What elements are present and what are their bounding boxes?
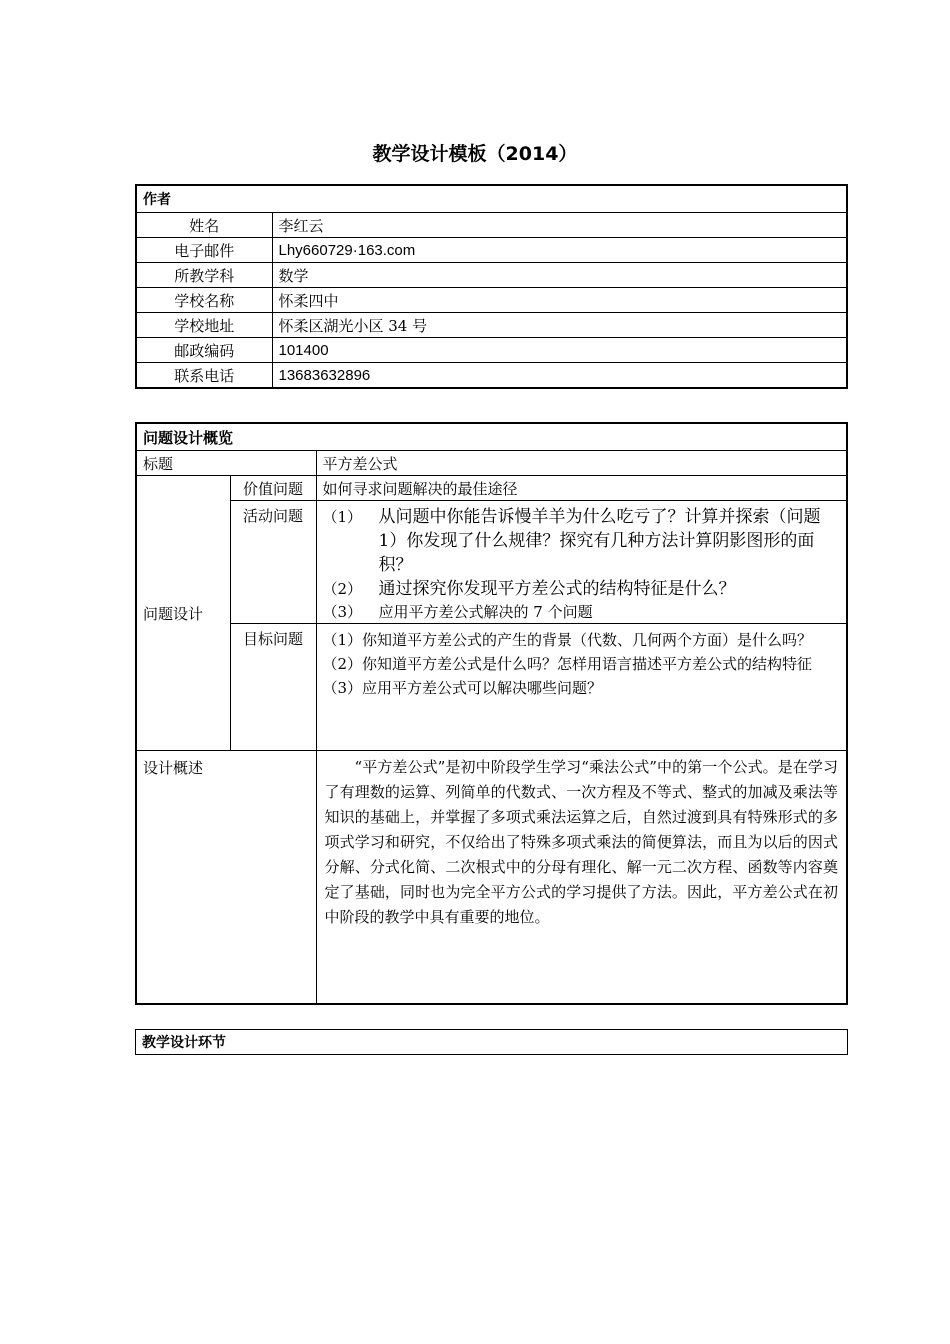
document-title: 教学设计模板（2014）	[372, 143, 578, 165]
phone-value: 13683632896	[272, 363, 847, 389]
phone-label: 联系电话	[136, 363, 272, 389]
goal-question-item: （2）你知道平方差公式是什么吗？怎样用语言描述平方差公式的结构特征	[322, 655, 813, 673]
question-overview-table	[135, 422, 848, 1005]
author-header: 作者	[136, 185, 847, 213]
summary-label: 设计概述	[136, 751, 316, 1005]
value-question-text: 如何寻求问题解决的最佳途径	[316, 476, 847, 501]
name-value: 李红云	[272, 213, 847, 238]
author-row-address	[136, 313, 847, 338]
subject-label: 所教学科	[136, 263, 272, 288]
author-row-name	[136, 213, 847, 238]
activity-question-item: （2） 通过探究你发现平方差公式的结构特征是什么？	[322, 579, 736, 599]
activity-question-list	[316, 501, 847, 624]
name-label: 姓名	[136, 213, 272, 238]
author-row-subject	[136, 263, 847, 288]
activity-question-item: （3） 应用平方差公式解决的 7 个问题	[322, 603, 593, 621]
author-info-table	[135, 184, 848, 389]
postcode-value: 101400	[272, 338, 847, 363]
author-row-school	[136, 288, 847, 313]
title-value: 平方差公式	[316, 451, 847, 476]
activity-question-item: （1） 从问题中你能告诉慢羊羊为什么吃亏了？计算并探索（问题 1）你发现了什么规律？探究有几种方法计算阴影图形的面积？	[322, 507, 821, 575]
school-value: 怀柔四中	[272, 288, 847, 313]
goal-question-label: 目标问题	[230, 624, 316, 751]
activity-question-label: 活动问题	[230, 501, 316, 624]
teaching-steps-table	[135, 1029, 848, 1055]
value-question-label: 价值问题	[230, 476, 316, 501]
address-value: 怀柔区湖光小区 34 号	[272, 313, 847, 338]
school-label: 学校名称	[136, 288, 272, 313]
steps-header: 教学设计环节	[136, 1030, 848, 1055]
address-label: 学校地址	[136, 313, 272, 338]
title-label: 标题	[136, 451, 316, 476]
author-row-postcode	[136, 338, 847, 363]
goal-question-item: （1）你知道平方差公式的产生的背景（代数、几何两个方面）是什么吗？	[322, 631, 813, 649]
subject-value: 数学	[272, 263, 847, 288]
postcode-label: 邮政编码	[136, 338, 272, 363]
overview-header: 问题设计概览	[136, 423, 847, 451]
email-label: 电子邮件	[136, 238, 272, 263]
email-value: Lhy660729·163.com	[272, 238, 847, 263]
author-row-phone	[136, 363, 847, 389]
goal-question-item: （3）应用平方差公式可以解决哪些问题？	[322, 679, 603, 697]
question-design-label: 问题设计	[136, 476, 230, 751]
summary-text: “平方差公式”是初中阶段学生学习“乘法公式”中的第一个公式。是在学习了有理数的运算、列简单的代数式、一次方程及不等式、整式的加减及乘法等知识的基础上，并掌握了多项式乘法运算之后，自然过渡到具有特殊形式的多项式学习和研究，不仅给出了特殊多项式乘法的简便算法，而且为以后的因式分解、分式化简、二次根式中的分母有理化、解一元二次方程、函数等内容奠定了基础，同时也为完全平方公式的学习提供了方法。因此，平方差公式在初中阶段的教学中具有重要的地位。	[316, 751, 847, 1005]
author-row-email	[136, 238, 847, 263]
goal-question-list	[316, 624, 847, 751]
